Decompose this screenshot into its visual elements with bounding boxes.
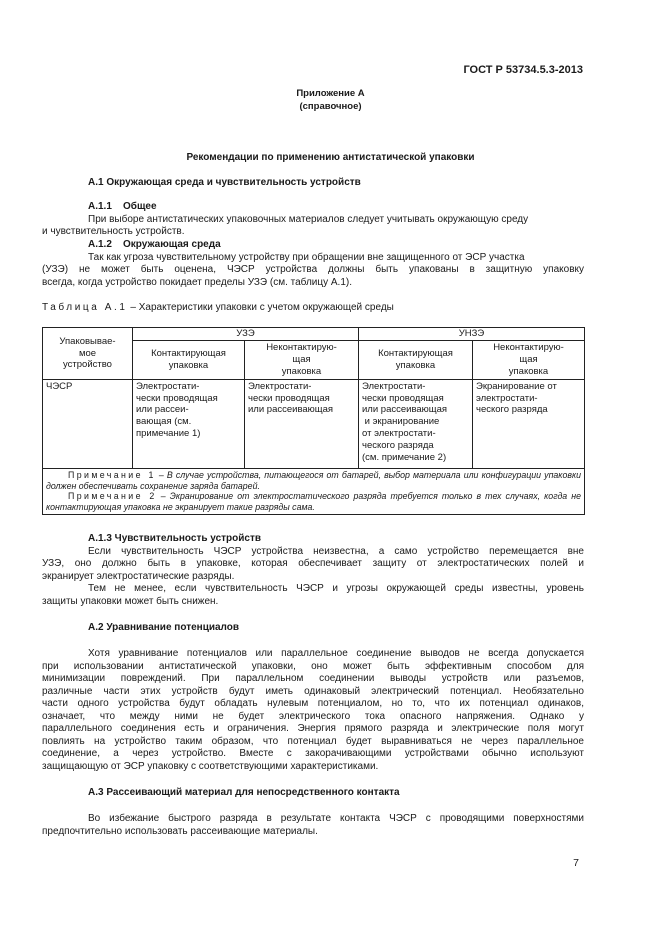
table-caption-text: – Характеристики упаковки с учетом окружающей среды <box>127 302 394 313</box>
table-note-1: Примечание 1 – В случае устройства, питающегося от батарей, выбор материала или конфигурации упаковки должен обеспечивать сохранение заряда батарей. <box>46 469 581 491</box>
a12-text-line: всегда, когда устройство покидает пределы УЗЭ (см. таблицу А.1). <box>42 277 352 288</box>
a12-text-line: (УЗЭ) не может быть оценена, ЧЭСР устройства должны быть упакованы в защитную упаковку <box>42 264 584 275</box>
row-device-cell: ЧЭСР <box>43 379 133 468</box>
a2-text-line: повлиять на устройство таким образом, что потенциал будет выравниваться не через параллельное <box>42 736 584 747</box>
header-contact-uze: Контактирующая упаковка <box>133 340 245 379</box>
cell-unze-noncontact: Экранирование от электростати- ческого разряда <box>473 379 585 468</box>
table-caption <box>42 302 394 314</box>
a2-text-line: Хотя уравнивание потенциалов или параллельное соединение выводов не всегда допускается <box>88 648 584 659</box>
a2-text-line: соединение, а через устройство. Вместе с закорачивающими устройствами обычно используют <box>42 748 584 759</box>
cell-uze-contact: Электростати- чески проводящая или рассеи- вающая (см. примечание 1) <box>133 379 245 468</box>
a13-text-line: Тем не менее, если чувствительность ЧЭСР и угрозы окружающей среды известны, уровень <box>88 583 584 594</box>
cell-unze-contact: Электростати- чески проводящая или рассеивающая и экранирование от электростати- ческого разряда (см. примечание 2) <box>359 379 473 468</box>
a3-text-line: Во избежание быстрого разряда в результате контакта ЧЭСР с проводящими поверхностями <box>88 813 584 824</box>
a11-text-line: и чувствительность устройств. <box>42 226 185 237</box>
a11-text-line: При выборе антистатических упаковочных материалов следует учитывать окружающую среду <box>88 214 529 225</box>
section-a13-heading: А.1.3 Чувствительность устройств <box>88 533 262 544</box>
a2-text-line: минимизации повреждений. При параллельном соединении выводы устройств или разъемов, <box>42 673 584 684</box>
section-a2-heading: А.2 Уравнивание потенциалов <box>88 622 240 633</box>
annex-type: (справочное) <box>299 101 362 112</box>
a13-text-line: Если чувствительность ЧЭСР устройства неизвестна, а само устройство перемещается вне <box>88 546 584 557</box>
cell-uze-noncontact: Электростати- чески проводящая или рассеивающая <box>245 379 359 468</box>
standard-number: ГОСТ Р 53734.5.3-2013 <box>463 64 583 76</box>
header-uze-cell: УЗЭ <box>133 328 359 341</box>
header-unze-cell: УНЗЭ <box>359 328 585 341</box>
a2-text-line: означает, что между ними не будет электрического тока опасного напряжения. Однако у <box>42 711 584 722</box>
page-number: 7 <box>573 857 579 869</box>
a2-text-line: параллельного соединения есть и ограничения. Энергия прямого разряда и электрические поля могут <box>42 723 584 734</box>
a13-text-line: экранирует электростатические разряды. <box>42 571 235 582</box>
packaging-characteristics-table <box>42 327 585 515</box>
a12-text-line: Так как угроза чувствительному устройству при обращении вне защищенного от ЭСР участка <box>88 252 525 263</box>
table-caption-label: Таблица А.1 <box>42 302 128 313</box>
annex-title: Приложение А <box>296 88 365 99</box>
header-noncontact-unze: Неконтактирую- щая упаковка <box>473 340 585 379</box>
table-note-2: Примечание 2 – Экранирование от электростатического разряда требуется только в тех случаях, когда не контактирующая упаковка не экранирует такие разряды сама. <box>46 491 581 513</box>
a3-text-line: предпочтительно использовать рассеивающие материалы. <box>42 826 318 837</box>
table-notes <box>43 468 585 514</box>
section-a12-heading: А.1.2 Окружающая среда <box>88 239 221 250</box>
header-noncontact-uze: Неконтактирую- щая упаковка <box>245 340 359 379</box>
section-a11-heading: А.1.1 Общее <box>88 201 157 212</box>
a13-text-line: защиты упаковки может быть снижен. <box>42 596 219 607</box>
section-a3-heading: А.3 Рассеивающий материал для непосредственного контакта <box>88 787 400 798</box>
a2-text-line: различные части этих устройств будут иметь одинаковый электрический потенциал. Необязательно <box>42 686 584 697</box>
a2-text-line: защищающую от ЭСР упаковку с соответствующими характеристиками. <box>42 761 379 772</box>
section-a1-heading: А.1 Окружающая среда и чувствительность устройств <box>88 177 361 188</box>
a2-text-line: при использовании антистатической упаковки, оно может быть эффективным способом для <box>42 661 584 672</box>
header-device-cell: Упаковывае- мое устройство <box>43 328 133 380</box>
a2-text-line: части одного устройства будут обладать нулевым потенциалом, но то, что их потенциал одинаков, <box>42 698 584 709</box>
a13-text-line: УЗЭ, оно должно быть в упаковке, которая обеспечивает защиту от электростатических полей и <box>42 558 584 569</box>
header-contact-unze: Контактирующая упаковка <box>359 340 473 379</box>
annex-heading: Рекомендации по применению антистатической упаковки <box>186 152 475 163</box>
